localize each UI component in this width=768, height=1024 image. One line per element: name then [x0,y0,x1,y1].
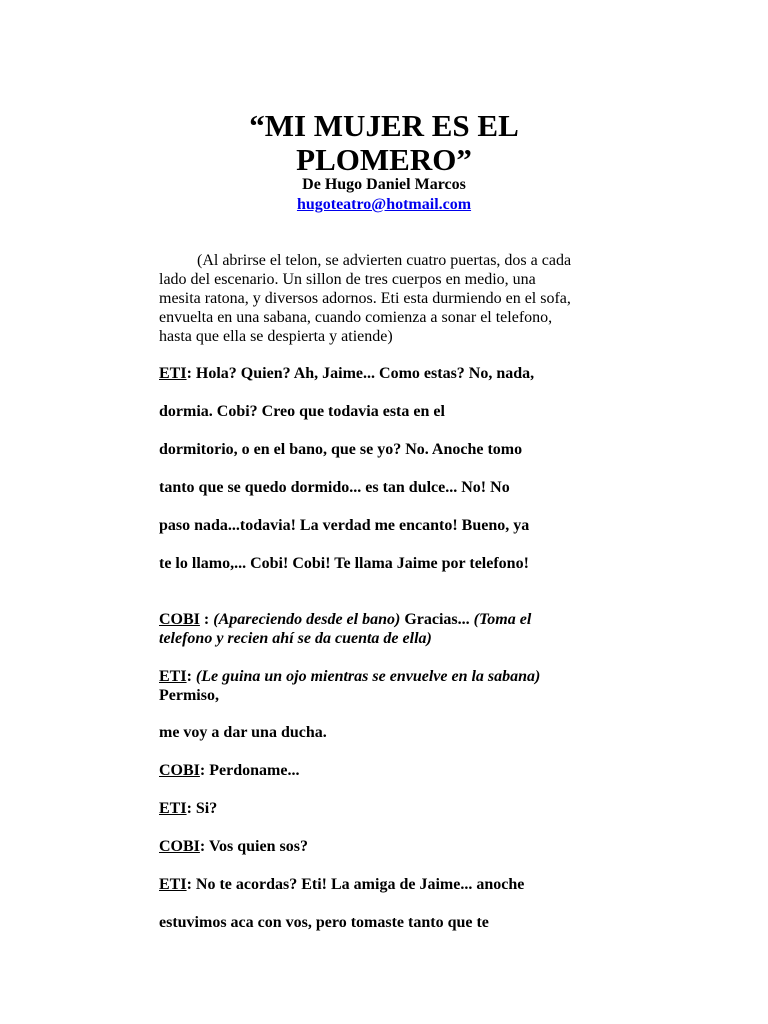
author-line: De Hugo Daniel Marcos [302,176,466,193]
stage-direction-line-5: hasta que ella se despierta y atiende) [159,328,393,345]
dialogue-cobi-3 [159,838,308,856]
dialogue-text: : Vos quien sos? [199,838,308,855]
speaker-name: COBI [159,762,200,779]
stage-direction-inline: (Le guina un ojo mientras se envuelve en la sabana) [195,668,541,685]
stage-direction-inline: telefono y recien ahí se da cuenta de ella) [159,630,432,647]
dialogue-line: me voy a dar una ducha. [159,724,327,741]
dialogue-text: : Si? [186,800,218,817]
speaker-name: ETI [159,876,187,893]
title-line-1: “MI MUJER ES EL [249,108,519,143]
dialogue-text: : No te acordas? Eti! La amiga de Jaime... anoche [186,876,525,893]
stage-direction-line-4: envuelta en una sabana, cuando comienza a sonar el telefono, [159,309,553,326]
speaker-name: ETI [159,365,187,382]
dialogue-line: tanto que se quedo dormido... es tan dulce... No! No [159,479,510,496]
dialogue-eti-3 [159,800,217,818]
dialogue-text: Permiso, [159,687,219,704]
dialogue-cobi-1: COBI : (Apareciendo desde el bano) Gracias... (Toma el [159,611,532,628]
dialogue-line: te lo llamo,... Cobi! Cobi! Te llama Jaime por telefono! [159,555,529,572]
dialogue-line: paso nada...todavia! La verdad me encanto! Bueno, ya [159,517,530,534]
stage-direction-inline: (Apareciendo desde el bano) [213,611,401,628]
dialogue-text: : Hola? Quien? Ah, Jaime... Como estas? No, nada, [186,365,535,382]
dialogue-line: estuvimos aca con vos, pero tomaste tanto que te [159,914,489,931]
speaker-name: ETI [159,668,187,685]
dialogue-eti-4 [159,876,524,894]
dialogue-eti-1 [159,365,534,383]
dialogue-eti-2: ETI: (Le guina un ojo mientras se envuelve en la sabana) [159,668,541,685]
title-line-2: PLOMERO” [296,142,472,177]
dialogue-text: : Perdoname... [199,762,300,779]
dialogue-cobi-2 [159,762,299,780]
stage-direction-line-2: lado del escenario. Un sillon de tres cuerpos en medio, una [159,271,536,288]
email-link[interactable]: hugoteatro@hotmail.com [296,196,472,213]
speaker-name: COBI [159,611,200,628]
dialogue-line: dormia. Cobi? Creo que todavia esta en el [159,403,445,420]
speaker-name: ETI [159,800,187,817]
speaker-name: COBI [159,838,200,855]
email-line [0,196,768,214]
stage-direction-inline: (Toma el [473,611,532,628]
dialogue-line: dormitorio, o en el bano, que se yo? No. Anoche tomo [159,441,523,458]
dialogue-text: Gracias... [400,611,474,628]
stage-direction-line-3: mesita ratona, y diversos adornos. Eti esta durmiendo en el sofa, [159,290,571,307]
stage-direction-line-1: (Al abrirse el telon, se advierten cuatro puertas, dos a cada [197,252,572,269]
